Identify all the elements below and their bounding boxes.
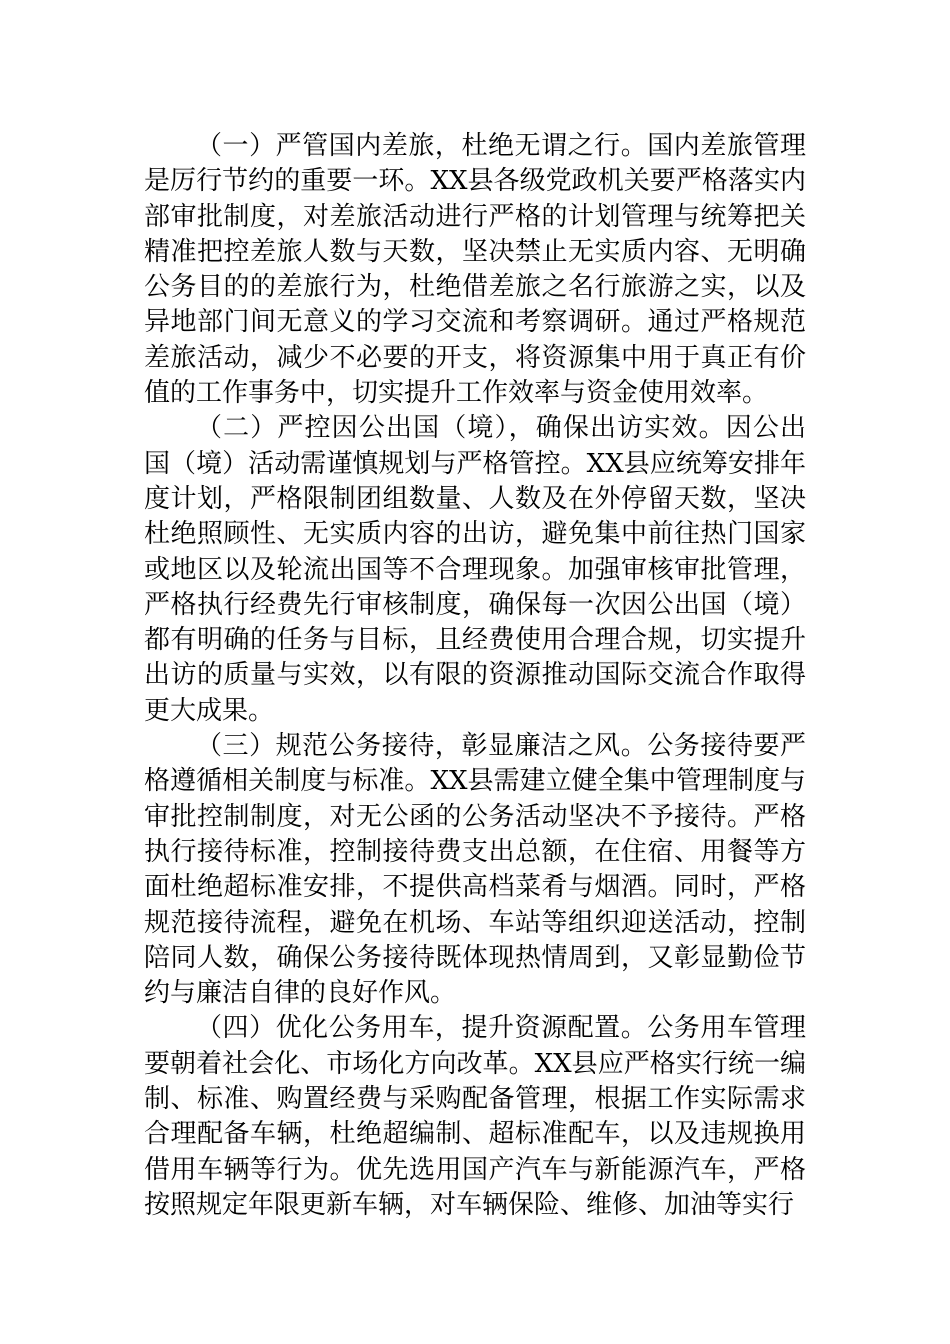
paragraph-domestic-travel: （一）严管国内差旅，杜绝无谓之行。国内差旅管理是厉行节约的重要一环。XX县各级党政机关要严格落实内部审批制度，对差旅活动进行严格的计划管理与统筹把关精准把控差旅人数与天数，坚决禁止无实质内容、无明确公务目的的差旅行为，杜绝借差旅之名行旅游之实，以及异地部门间无意义的学习交流和考察调研。通过严格规范差旅活动，减少不必要的开支，将资源集中用于真正有价值的工作事务中，切实提升工作效率与资金使用效率。: [144, 131, 806, 409]
paragraph-overseas-travel: （二）严控因公出国（境），确保出访实效。因公出国（境）活动需谨慎规划与严格管控。XX县应统筹安排年度计划，严格限制团组数量、人数及在外停留天数，坚决杜绝照顾性、无实质内容的出访，避免集中前往热门国家或地区以及轮流出国等不合理现象。加强审核审批管理，严格执行经费先行审核制度，确保每一次因公出国（境）都有明确的任务与目标，且经费使用合理合规，切实提升出访的质量与实效，以有限的资源推动国际交流合作取得更大成果。: [144, 413, 806, 726]
document-body: [144, 129, 806, 1223]
paragraph-official-vehicles: （四）优化公务用车，提升资源配置。公务用车管理要朝着社会化、市场化方向改革。XX县应严格实行统一编制、标准、购置经费与采购配备管理，根据工作实际需求合理配备车辆，杜绝超编制、超标准配车，以及违规换用借用车辆等行为。优先选用国产汽车与新能源汽车，严格按照规定年限更新车辆，对车辆保险、维修、加油等实行: [144, 1013, 806, 1220]
paragraph-official-reception: （三）规范公务接待，彰显廉洁之风。公务接待要严格遵循相关制度与标准。XX县需建立健全集中管理制度与审批控制制度，对无公函的公务活动坚决不予接待。严格执行接待标准，控制接待费支出总额，在住宿、用餐等方面杜绝超标准安排，不提供高档菜肴与烟酒。同时，严格规范接待流程，避免在机场、车站等组织迎送活动，控制陪同人数，确保公务接待既体现热情周到，又彰显勤俭节约与廉洁自律的良好作风。: [144, 731, 806, 1009]
